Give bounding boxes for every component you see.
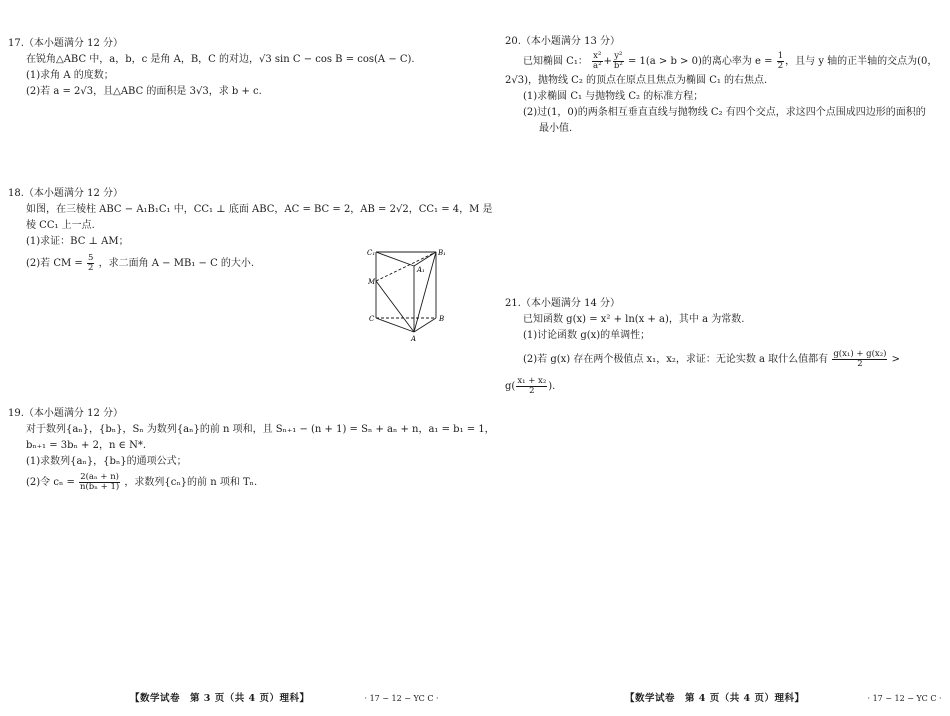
- q19-part1: (1)求数列{aₙ}，{bₙ}的通项公式；: [26, 456, 187, 467]
- q18-part1: (1)求证：BC ⊥ AM；: [26, 236, 129, 247]
- q18-part2: (2)若 CM = $\frac{5}{2}$ ，求二面角 A − MB₁ − C 的大小.: [26, 253, 255, 273]
- fraction-y2-b2: $\frac{\text{y²}}{\text{b²}}$: [613, 51, 623, 71]
- fraction-five-halves: $\frac{5}{2}$: [87, 253, 94, 273]
- q19-stem-line2: bₙ₊₁ = 3bₙ + 2，n ∈ N*.: [26, 440, 147, 451]
- fraction-mean-g: $\frac{\text{g(x₁) + g(x₂)}}{2}$: [833, 349, 887, 369]
- q20-stem-line1: 已知椭圆 C₁： $\frac{\text{x²}}{\text{a²}}$ + $\frac{\text{y²}}{\text{b²}}$ = 1(a > b > 0)的离心率为 e = $\frac{1}{2}$ ，且与 y 轴的正半轴的交点为(0，: [523, 51, 938, 71]
- q20-part1: (1)求椭圆 C₁ 与抛物线 C₂ 的标准方程；: [523, 91, 704, 102]
- q21-part1: (1)讨论函数 g(x)的单调性；: [523, 330, 651, 341]
- label-B1: B₁: [438, 249, 446, 257]
- footer-code: · 17 − 12 − YC C ·: [364, 694, 439, 703]
- q21-header: 21.（本小题满分 14 分）: [505, 298, 620, 309]
- question-19: [8, 406, 495, 492]
- label-C: C: [369, 315, 375, 323]
- footer-page-3: [130, 690, 439, 704]
- q17-part2: (2)若 a = 2√3，且△ABC 的面积是 3√3，求 b + c.: [26, 86, 262, 97]
- label-B: B: [439, 315, 445, 323]
- question-17: [8, 36, 463, 100]
- q18-stem-line1: 如图，在三棱柱 ABC − A₁B₁C₁ 中，CC₁ ⊥ 底面 ABC，AC = BC = 2，AB = 2√2，CC₁ = 4，M 是: [26, 204, 493, 215]
- exam-page-4: [475, 0, 950, 716]
- q19-stem-line1: 对于数列{aₙ}，{bₙ}，Sₙ 为数列{aₙ}的前 n 项和，且 Sₙ₊₁ − (n + 1) = Sₙ + aₙ + n，a₁ = b₁ = 1，: [26, 424, 495, 435]
- q17-part1: (1)求角 A 的度数；: [26, 70, 114, 81]
- q20-stem-line2: 2√3)，抛物线 C₂ 的顶点在原点且焦点为椭圆 C₁ 的右焦点.: [505, 75, 768, 86]
- edge-C1A1: [376, 252, 414, 266]
- q19-part2: (2)令 cₙ = $\frac{\text{2(aₙ + n)}}{\text{n(bₙ + 1)}}$ ，求数列{cₙ}的前 n 项和 Tₙ.: [26, 472, 258, 492]
- fraction-one-half: $\frac{1}{2}$: [777, 51, 784, 71]
- label-C1: C₁: [367, 249, 376, 257]
- footer-title: 【数学试卷 第 3 页（共 4 页）理科】: [130, 693, 310, 704]
- q21-part2: (2)若 g(x) 存在两个极值点 x₁，x₂，求证：无论实数 a 取什么值都有 $\frac{\text{g(x₁) + g(x₂)}}{2}$ >: [523, 349, 901, 369]
- fraction-cn: $\frac{\text{2(aₙ + n)}}{\text{n(bₙ + 1)}}$: [80, 472, 120, 492]
- edge-MB1-hidden: [376, 252, 436, 281]
- prism-figure: [362, 244, 458, 344]
- q17-header: 17.（本小题满分 12 分）: [8, 38, 123, 49]
- footer-page-4: [625, 690, 942, 704]
- q17-stem: 在锐角△ABC 中，a，b，c 是角 A，B，C 的对边，√3 sin C − cos B = cos(A − C).: [26, 54, 415, 65]
- fraction-mean-x: $\frac{\text{x₁ + x₂}}{2}$: [517, 376, 547, 396]
- q19-header: 19.（本小题满分 12 分）: [8, 408, 123, 419]
- fraction-x2-a2: $\frac{\text{x²}}{\text{a²}}$: [593, 51, 602, 71]
- question-21: [505, 296, 945, 396]
- label-A1: A₁: [417, 266, 425, 274]
- q18-stem-line2: 棱 CC₁ 上一点.: [26, 220, 95, 231]
- q20-part2-line2: 最小值.: [539, 123, 573, 134]
- question-20: [505, 34, 945, 137]
- label-A: A: [411, 335, 417, 343]
- q20-header: 20.（本小题满分 13 分）: [505, 36, 620, 47]
- q20-part2-line1: (2)过(1，0)的两条相互垂直直线与抛物线 C₂ 有四个交点，求这四个点围成四边形的面积的: [523, 107, 926, 118]
- q21-part2-cont: g( $\frac{\text{x₁ + x₂}}{2}$ ).: [505, 376, 556, 396]
- footer-code: · 17 − 12 − YC C ·: [867, 694, 942, 703]
- footer-title: 【数学试卷 第 4 页（共 4 页）理科】: [625, 693, 805, 704]
- q21-stem: 已知函数 g(x) = x² + ln(x + a)，其中 a 为常数.: [523, 314, 745, 325]
- edge-MA: [376, 281, 414, 332]
- q18-header: 18.（本小题满分 12 分）: [8, 188, 123, 199]
- label-M: M: [368, 278, 376, 286]
